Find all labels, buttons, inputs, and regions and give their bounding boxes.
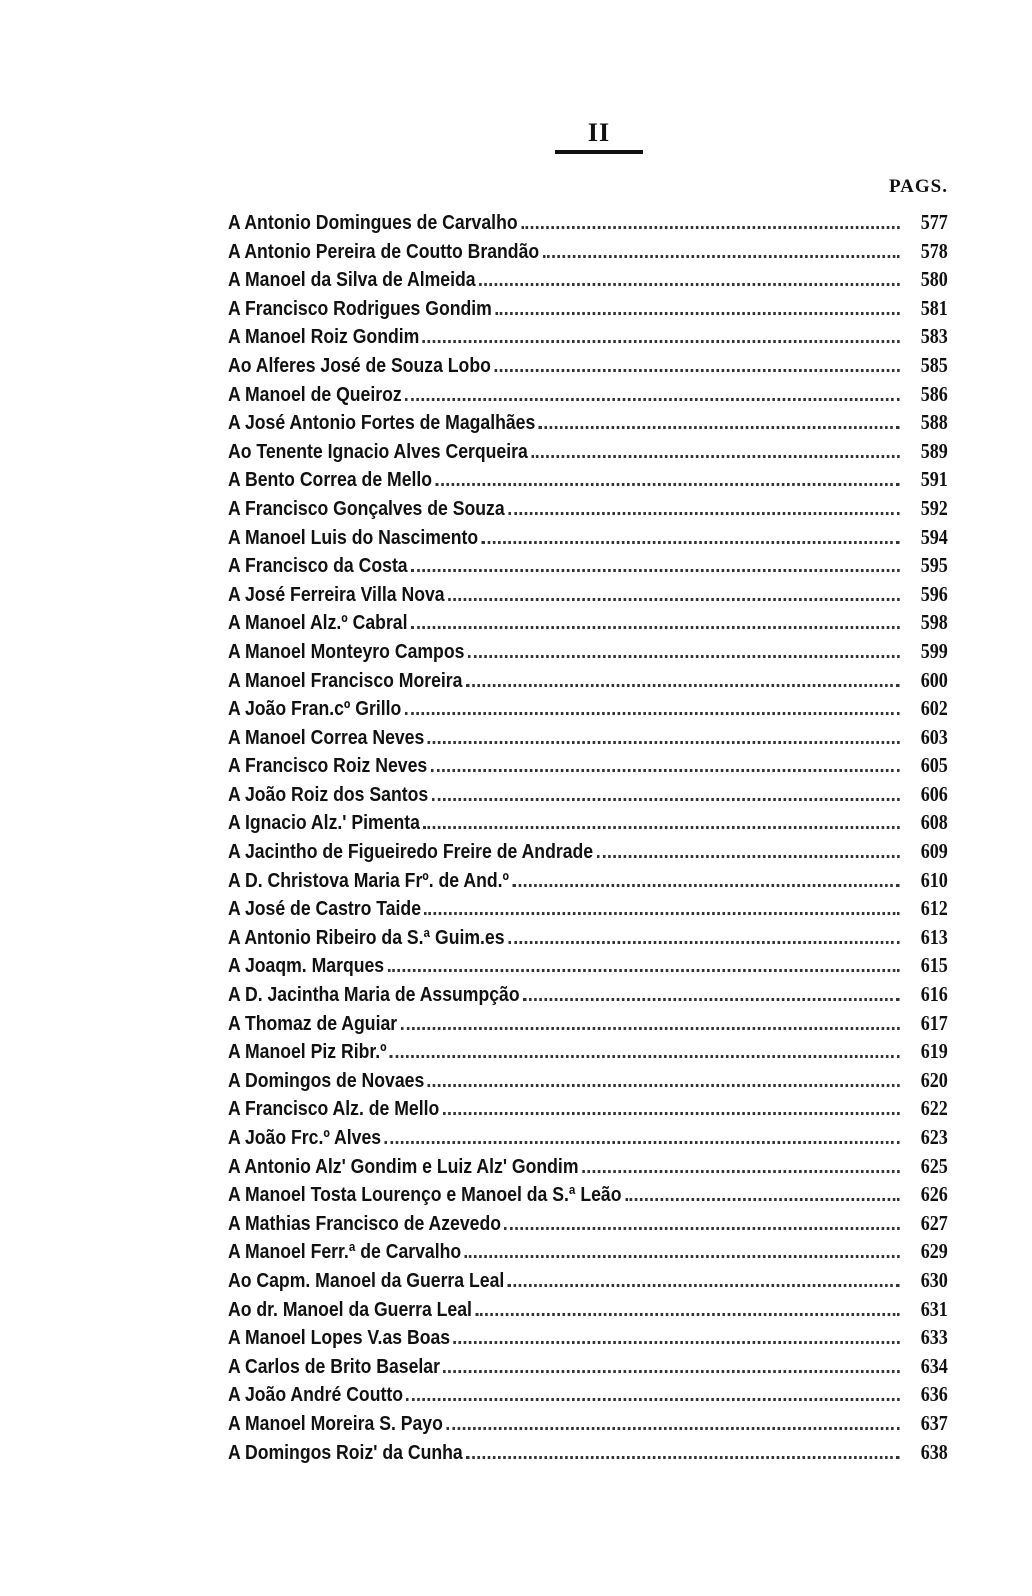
toc-entry-name: A Ignacio Alz.' Pimenta	[228, 811, 420, 835]
toc-entry-page-number: 598	[920, 610, 948, 635]
dot-leader	[508, 1284, 900, 1287]
toc-entry	[228, 751, 948, 780]
toc-entry-name: A Manoel de Queiroz	[228, 382, 402, 406]
toc-entry	[228, 980, 948, 1009]
dot-leader	[432, 798, 900, 801]
dot-leader	[475, 1313, 899, 1316]
toc-entry-name: A Manoel Ferr.ª de Carvalho	[228, 1240, 462, 1264]
toc-entry-page-number: 592	[920, 495, 948, 520]
toc-entry-page-number: 596	[920, 581, 948, 606]
toc-entry-name: A Manoel Francisco Moreira	[228, 668, 463, 692]
toc-entry-page-number: 581	[920, 295, 948, 320]
toc-entry-name: A João Fran.cº Grillo	[228, 697, 402, 721]
toc-entry-page-number: 586	[920, 381, 948, 406]
toc-entry-name: A Manoel Piz Ribr.º	[228, 1040, 387, 1064]
toc-entry-page-number: 629	[920, 1239, 948, 1264]
dot-leader	[401, 1027, 900, 1030]
toc-entry-name: A Francisco Alz. de Mello	[228, 1097, 440, 1121]
toc-entry-page-number: 591	[920, 467, 948, 492]
toc-entry	[228, 1380, 948, 1409]
toc-entry	[228, 551, 948, 580]
toc-entry	[228, 1066, 948, 1095]
dot-leader	[428, 741, 900, 744]
toc-entry-page-number: 589	[920, 438, 948, 463]
toc-entry-page-number: 577	[920, 210, 948, 234]
toc-entry	[228, 465, 948, 494]
toc-entry-name: A José Ferreira Villa Nova	[228, 582, 445, 606]
toc-entry	[228, 1438, 948, 1467]
toc-entry	[228, 1180, 948, 1209]
toc-entry-name: A Mathias Francisco de Azevedo	[228, 1211, 502, 1235]
dot-leader	[428, 1084, 900, 1087]
toc-entry	[228, 694, 948, 723]
toc-entry	[228, 1352, 948, 1381]
toc-entry-name: Ao Tenente Ignacio Alves Cerqueira	[228, 439, 528, 463]
dot-leader	[508, 512, 900, 515]
toc-entry-page-number: 633	[920, 1325, 948, 1350]
section-numeral-underline	[555, 150, 643, 154]
toc-entry-name: A Francisco Roiz Neves	[228, 754, 428, 778]
toc-entry-page-number: 620	[920, 1067, 948, 1092]
toc-entry	[228, 580, 948, 609]
dot-leader	[446, 1427, 899, 1430]
toc-entry-name: Ao Capm. Manoel da Guerra Leal	[228, 1268, 505, 1292]
dot-leader	[465, 1255, 900, 1258]
toc-entry-page-number: 580	[920, 267, 948, 292]
toc-entry-page-number: 616	[920, 982, 948, 1007]
toc-entry-page-number: 585	[920, 352, 948, 377]
toc-entry-name: A João Roiz dos Santos	[228, 782, 429, 806]
toc-entry-page-number: 583	[920, 324, 948, 349]
toc-entry	[228, 808, 948, 837]
toc-entry	[228, 1009, 948, 1038]
toc-entry-page-number: 638	[920, 1439, 948, 1464]
toc-entry-page-number: 594	[920, 524, 948, 549]
dot-leader	[495, 312, 899, 315]
toc-entry	[228, 666, 948, 695]
toc-entry-name: A Manoel Roiz Gondim	[228, 325, 420, 349]
toc-entry-page-number: 627	[920, 1210, 948, 1235]
toc-entry-page-number: 609	[920, 839, 948, 864]
toc-entry	[228, 380, 948, 409]
toc-entry-name: A Jacintho de Figueiredo Freire de Andrade	[228, 840, 594, 864]
toc-entry	[228, 951, 948, 980]
dot-leader	[625, 1198, 900, 1201]
dot-leader	[431, 769, 900, 772]
toc-entry	[228, 1037, 948, 1066]
toc-entry-page-number: 636	[920, 1382, 948, 1407]
dot-leader	[597, 855, 900, 858]
dot-leader	[466, 1456, 900, 1459]
dot-leader	[424, 912, 899, 915]
toc-entry-page-number: 637	[920, 1410, 948, 1435]
dot-leader	[405, 712, 900, 715]
toc-entry-name: A Francisco Rodrigues Gondim	[228, 296, 492, 320]
toc-entry-name: A D. Christova Maria Frº. de And.º	[228, 868, 509, 892]
toc-entry	[228, 523, 948, 552]
toc-entry	[228, 608, 948, 637]
dot-leader	[405, 398, 900, 401]
toc-entry	[228, 1409, 948, 1438]
toc-entry-page-number: 619	[920, 1039, 948, 1064]
toc-entry-name: A Manoel Lopes V.as Boas	[228, 1326, 451, 1350]
dot-leader	[390, 1055, 900, 1058]
toc-entry-page-number: 595	[920, 553, 948, 578]
toc-entry	[228, 494, 948, 523]
toc-entry	[228, 780, 948, 809]
dot-leader	[454, 1341, 900, 1344]
toc-entry-page-number: 615	[920, 953, 948, 978]
toc-entry-name: A Manoel Alz.º Cabral	[228, 611, 408, 635]
toc-entry-name: A Bento Correa de Mello	[228, 468, 433, 492]
toc-entry	[228, 322, 948, 351]
toc-entry	[228, 294, 948, 323]
toc-entry	[228, 1152, 948, 1181]
dot-leader	[423, 340, 900, 343]
toc-entry-page-number: 622	[920, 1096, 948, 1121]
toc-entry-name: A Antonio Alz' Gondim e Luiz Alz' Gondim	[228, 1154, 579, 1178]
toc-entry-page-number: 599	[920, 638, 948, 663]
toc-entry-name: A Manoel Luis do Nascimento	[228, 525, 479, 549]
toc-entry-page-number: 631	[920, 1296, 948, 1321]
toc-entry-name: A João André Coutto	[228, 1383, 403, 1407]
toc-entry-name: A Francisco Gonçalves de Souza	[228, 496, 505, 520]
toc-entry-page-number: 578	[920, 238, 948, 263]
toc-entry	[228, 437, 948, 466]
section-numeral: II	[587, 118, 611, 147]
toc-entry	[228, 723, 948, 752]
toc-entry	[228, 894, 948, 923]
toc-entry-page-number: 625	[920, 1153, 948, 1178]
toc-entry-page-number: 623	[920, 1125, 948, 1149]
dot-leader	[466, 684, 900, 687]
toc-entry	[228, 1094, 948, 1123]
toc-entry-page-number: 630	[920, 1267, 948, 1292]
toc-entry-name: A João Frc.º Alves	[228, 1126, 382, 1149]
toc-entry-name: A Domingos de Novaes	[228, 1068, 425, 1092]
toc-entry-name: Ao Alferes José de Souza Lobo	[228, 353, 491, 377]
dot-leader	[504, 1227, 899, 1230]
toc-entry	[228, 1266, 948, 1295]
dot-leader	[411, 626, 900, 629]
toc-entry-name: A Manoel Correa Neves	[228, 725, 425, 749]
dot-leader	[512, 884, 899, 887]
toc-entry-name: A Antonio Domingues de Carvalho	[228, 211, 518, 234]
toc-entry-name: A Antonio Pereira de Coutto Brandão	[228, 239, 540, 263]
toc-entry-page-number: 626	[920, 1182, 948, 1207]
toc-entry-name: A Joaqm. Marques	[228, 954, 385, 978]
toc-entry-name: A Manoel da Silva de Almeida	[228, 268, 476, 292]
toc-entry-name: A Manoel Monteyro Campos	[228, 639, 465, 663]
dot-leader	[468, 655, 900, 658]
pages-column-label: PAGS.	[888, 176, 948, 197]
dot-leader	[388, 969, 900, 972]
toc-entry-name: A Domingos Roiz' da Cunha	[228, 1440, 463, 1464]
dot-leader	[521, 226, 900, 229]
toc-entry-name: A Carlos de Brito Baselar	[228, 1354, 440, 1378]
dot-leader	[539, 426, 900, 429]
toc-entry	[228, 1237, 948, 1266]
toc-entry-name: A Francisco da Costa	[228, 554, 408, 578]
dot-leader	[482, 541, 900, 544]
toc-entry	[228, 837, 948, 866]
toc-entry-page-number: 603	[920, 724, 948, 749]
toc-entry-page-number: 602	[920, 696, 948, 721]
dot-leader	[582, 1170, 900, 1173]
toc-entry	[228, 866, 948, 895]
toc-entry-name: A Thomaz de Aguiar	[228, 1011, 398, 1035]
toc-entry-page-number: 608	[920, 810, 948, 835]
toc-entry-page-number: 613	[920, 924, 948, 949]
toc-entry	[228, 237, 948, 266]
toc-entry-page-number: 610	[920, 867, 948, 892]
toc-entry-page-number: 600	[920, 667, 948, 692]
toc-entry-page-number: 605	[920, 753, 948, 778]
toc-entry-name: A Antonio Ribeiro da S.ª Guim.es	[228, 925, 505, 949]
table-of-contents	[228, 208, 948, 1466]
toc-entry-page-number: 606	[920, 781, 948, 806]
dot-leader	[423, 826, 899, 829]
toc-entry-name: A José Antonio Fortes de Magalhães	[228, 411, 536, 435]
toc-entry-page-number: 617	[920, 1010, 948, 1035]
dot-leader	[411, 569, 900, 572]
toc-entry	[228, 1323, 948, 1352]
toc-entry	[228, 265, 948, 294]
dot-leader	[479, 283, 900, 286]
toc-entry-name: A Manoel Moreira S. Payo	[228, 1411, 443, 1435]
toc-entry-page-number: 612	[920, 896, 948, 921]
toc-entry-name: A Manoel Tosta Lourenço e Manoel da S.ª Leão	[228, 1183, 622, 1207]
dot-leader	[523, 998, 900, 1001]
dot-leader	[443, 1370, 899, 1373]
dot-leader	[443, 1112, 900, 1115]
toc-entry-page-number: 588	[920, 410, 948, 435]
toc-entry-name: Ao dr. Manoel da Guerra Leal	[228, 1297, 472, 1321]
toc-entry	[228, 1295, 948, 1324]
dot-leader	[448, 598, 900, 601]
dot-leader	[508, 941, 900, 944]
toc-entry	[228, 923, 948, 952]
dot-leader	[543, 255, 900, 258]
dot-leader	[385, 1141, 900, 1144]
toc-entry-name: A José de Castro Taide	[228, 897, 422, 921]
toc-entry-name: A D. Jacintha Maria de Assumpção	[228, 983, 520, 1007]
toc-entry	[228, 351, 948, 380]
toc-entry	[228, 1123, 948, 1152]
toc-entry-page-number: 634	[920, 1353, 948, 1378]
toc-entry	[228, 408, 948, 437]
toc-entry	[228, 637, 948, 666]
dot-leader	[494, 369, 899, 372]
dot-leader	[406, 1398, 899, 1401]
dot-leader	[436, 483, 900, 486]
dot-leader	[531, 455, 899, 458]
toc-entry	[228, 1209, 948, 1238]
toc-entry	[228, 208, 948, 237]
